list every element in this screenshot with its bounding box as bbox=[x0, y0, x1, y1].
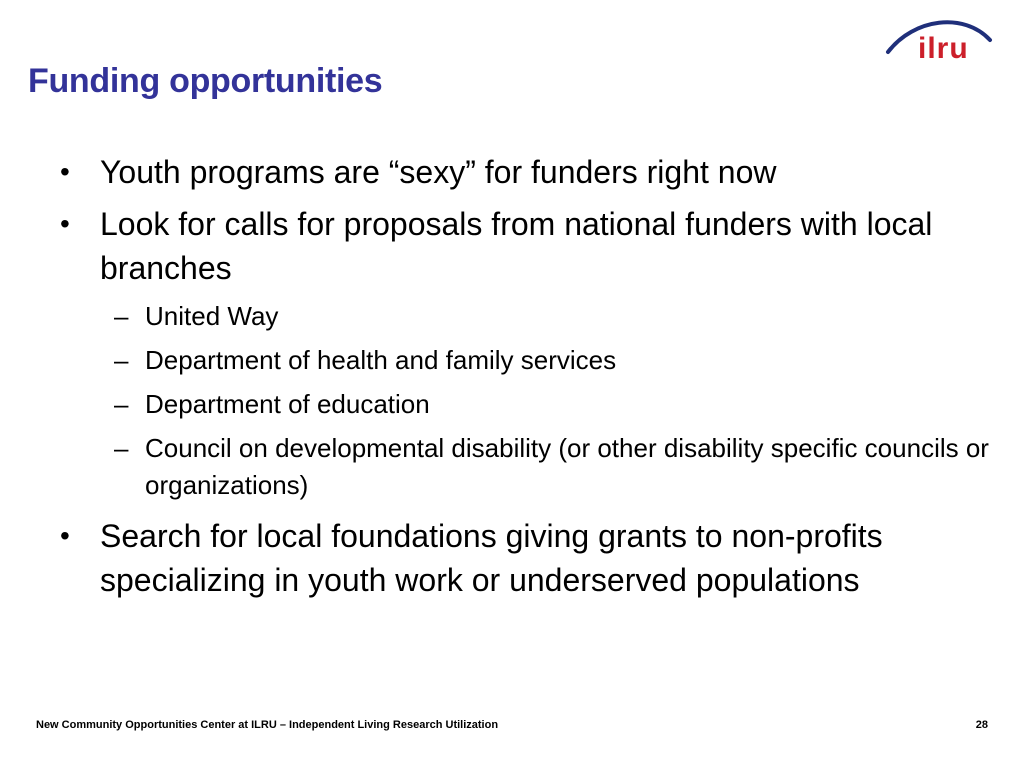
bullet-dot-icon: • bbox=[60, 520, 70, 551]
sub-bullet-text: Department of health and family services bbox=[145, 345, 617, 375]
dash-icon: – bbox=[114, 433, 129, 463]
dash-icon: – bbox=[114, 389, 129, 419]
sub-bullet-text: Council on developmental disability (or other disability specific councils or organizations) bbox=[145, 433, 989, 500]
ilru-logo-text: ilru bbox=[918, 32, 969, 65]
sub-bullet-text: Department of education bbox=[145, 389, 430, 419]
slide-title: Funding opportunities bbox=[28, 62, 383, 100]
bullet-dot-icon: • bbox=[60, 208, 70, 239]
slide-content bbox=[58, 150, 998, 610]
bullet-dot-icon: • bbox=[60, 156, 70, 187]
bullet-item bbox=[58, 202, 998, 290]
dash-icon: – bbox=[114, 301, 129, 331]
footer-text: New Community Opportunities Center at ILRU – Independent Living Research Utilization bbox=[36, 719, 499, 731]
bullet-item bbox=[58, 150, 998, 194]
dash-icon: – bbox=[114, 345, 129, 375]
sub-bullet-text: United Way bbox=[145, 301, 279, 331]
bullet-text: Search for local foundations giving grants to non-profits specializing in youth work or underserved populations bbox=[100, 518, 883, 598]
bullet-item bbox=[58, 514, 998, 602]
sub-bullet-item bbox=[58, 342, 998, 379]
page-number: 28 bbox=[975, 719, 988, 731]
sub-bullet-item bbox=[58, 430, 998, 504]
sub-bullet-item bbox=[58, 298, 998, 335]
bullet-text: Look for calls for proposals from national funders with local branches bbox=[100, 206, 933, 286]
bullet-text: Youth programs are “sexy” for funders right now bbox=[100, 154, 777, 190]
sub-bullet-item bbox=[58, 386, 998, 423]
